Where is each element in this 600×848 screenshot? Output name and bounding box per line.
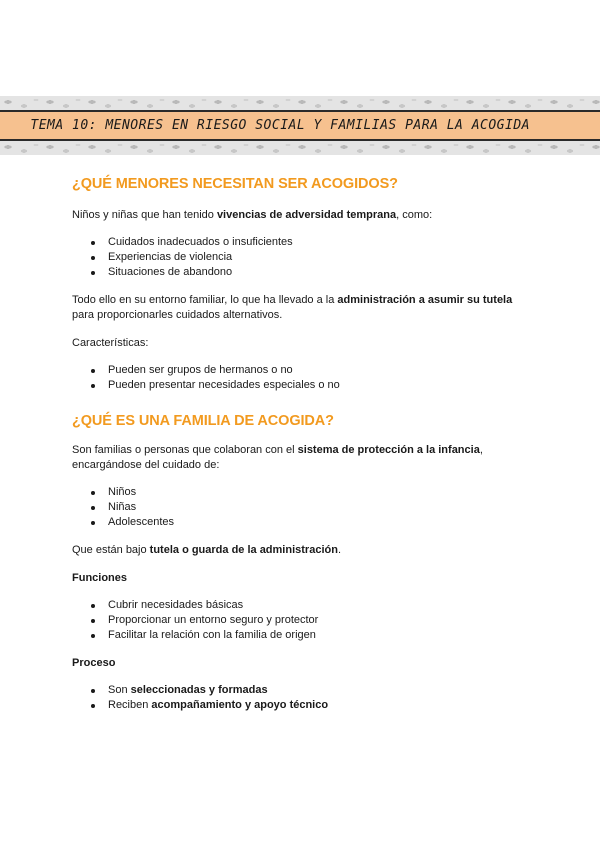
caracteristicas-label: Características: bbox=[72, 337, 149, 349]
list-item: Facilitar la relación con la familia de origen bbox=[72, 628, 542, 643]
list-item: Pueden ser grupos de hermanos o no bbox=[72, 363, 542, 378]
proceso-list bbox=[72, 683, 542, 713]
tutela-paragraph: Todo ello en su entorno familiar, lo que ha llevado a la administración a asumir su tutela para proporcionarles cuidados alternativos. bbox=[72, 294, 513, 321]
section-heading-menores: ¿QUÉ MENORES NECESITAN SER ACOGIDOS? bbox=[72, 176, 398, 192]
list-item: Situaciones de abandono bbox=[72, 265, 542, 280]
list-item: Experiencias de violencia bbox=[72, 250, 542, 265]
page-title: TEMA 10: MENORES EN RIESGO SOCIAL Y FAMILIAS PARA LA ACOGIDA bbox=[30, 118, 530, 133]
list-item: Cuidados inadecuados o insuficientes bbox=[72, 235, 542, 250]
list-item: Niños bbox=[72, 485, 542, 500]
list-item: Pueden presentar necesidades especiales o no bbox=[72, 378, 542, 393]
list-item: Niñas bbox=[72, 500, 542, 515]
funciones-label: Funciones bbox=[72, 572, 128, 584]
decorative-band-top bbox=[0, 96, 600, 110]
list-item: Son seleccionadas y formadas bbox=[72, 683, 542, 698]
section-heading-familia: ¿QUÉ ES UNA FAMILIA DE ACOGIDA? bbox=[72, 413, 334, 429]
funciones-list bbox=[72, 598, 542, 643]
list-item: Adolescentes bbox=[72, 515, 542, 530]
proceso-label: Proceso bbox=[72, 657, 116, 669]
adversity-list bbox=[72, 235, 542, 280]
familia-intro-paragraph: Son familias o personas que colaboran con el sistema de protección a la infancia, encargándose del cuidado de: bbox=[72, 444, 483, 471]
title-bar bbox=[0, 110, 600, 141]
intro-paragraph: Niños y niñas que han tenido vivencias de adversidad temprana, como: bbox=[72, 209, 433, 221]
list-item: Cubrir necesidades básicas bbox=[72, 598, 542, 613]
document-body bbox=[72, 176, 542, 713]
decorative-band-bottom bbox=[0, 141, 600, 155]
list-item: Reciben acompañamiento y apoyo técnico bbox=[72, 698, 542, 713]
tutela-guarda-paragraph: Que están bajo tutela o guarda de la administración. bbox=[72, 544, 341, 556]
caracteristicas-list bbox=[72, 363, 542, 393]
cuidado-list bbox=[72, 485, 542, 530]
list-item: Proporcionar un entorno seguro y protector bbox=[72, 613, 542, 628]
